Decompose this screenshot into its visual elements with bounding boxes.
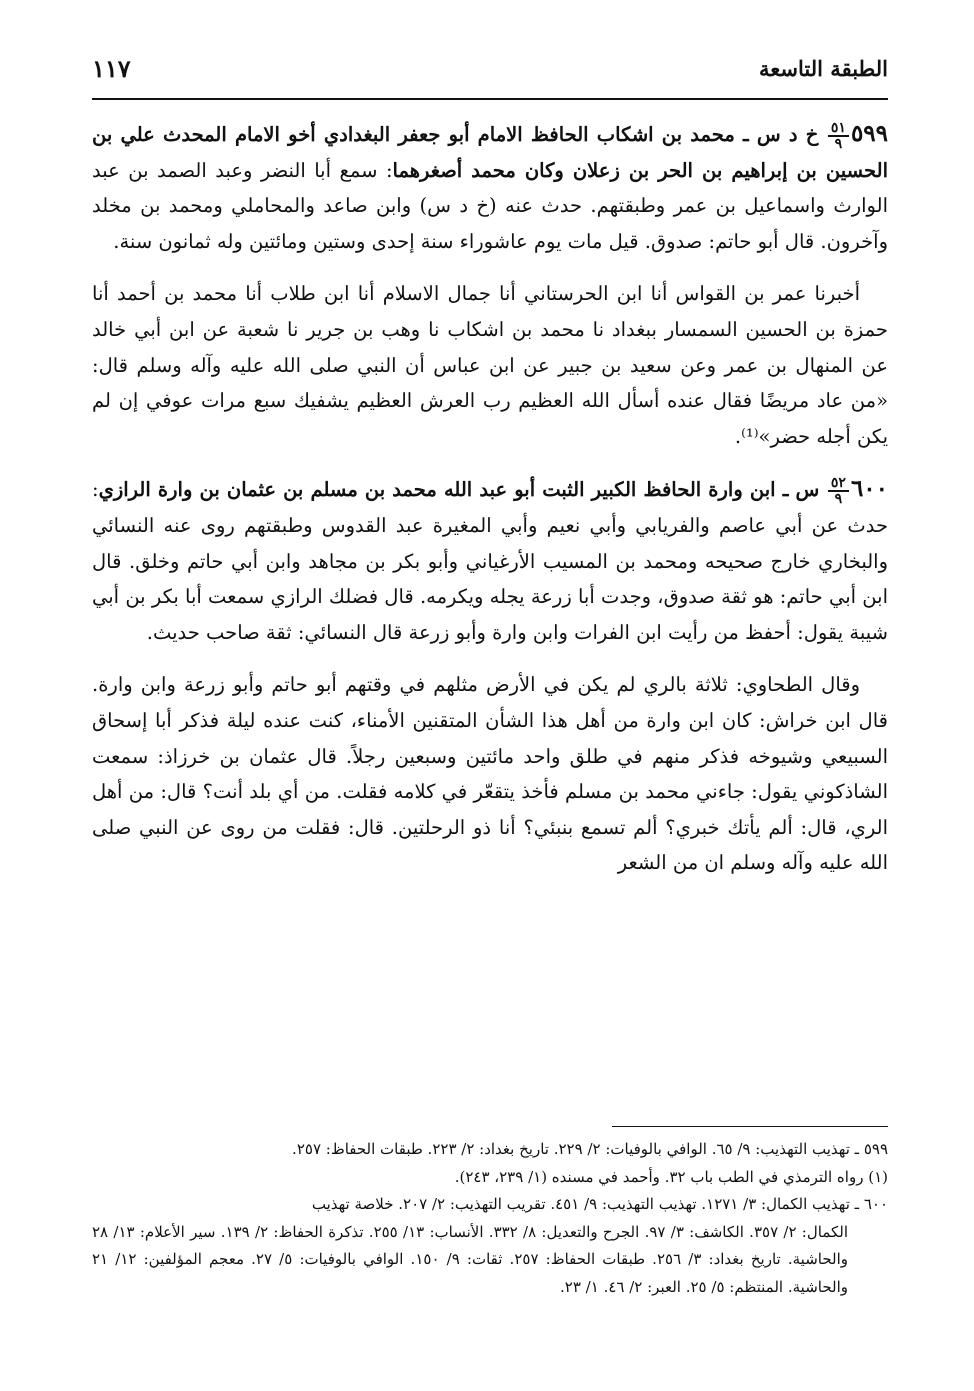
biography-entry (92, 116, 888, 259)
fraction-numerator: ٥١ (828, 121, 849, 137)
hadith-paragraph: أخبرنا عمر بن القواس أنا ابن الحرستاني أنا جمال الاسلام أنا ابن طلاب أنا محمد بن أحمد أنا حمزة بن الحسين السمسار ببغداد نا محمد بن اشكاب نا وهب بن جرير نا شعبة عن ابن أبي خالد عن المنهال بن عمر وعن سعيد بن جبير عن ابن عباس أن النبي صلى الله عليه وآله وسلم قال: «من عاد مريضًا فقال عنده أسأل الله العظيم رب العرش العظيم يشفيك سبع مرات عوفي إن لم يكن أجله حضر»⁽¹⁾. (92, 282, 888, 448)
entry-heading: س ـ ابن وارة الحافظ الكبير الثبت أبو عبد الله محمد بن مسلم بن عثمان بن وارة الرازي (98, 478, 820, 502)
header-rule (92, 98, 888, 100)
entry-number: ٥٩٩ (850, 120, 888, 147)
footnote: ٦٠٠ ـ تهذيب الكمال: ٣/ ١٢٧١. تهذيب التهذيب: ٩/ ٤٥١. تقريب التهذيب: ٢/ ٢٠٧. خلاصة تهذيب (311, 1195, 888, 1213)
footnote-separator (612, 1126, 888, 1127)
entry-fraction (828, 121, 849, 151)
footnote: (١) رواه الترمذي في الطب باب ٣٢. وأحمد في مسنده (١/ ٢٣٩، ٢٤٣). (454, 1167, 888, 1186)
page-header (92, 54, 888, 90)
running-title: الطبقة التاسعة (759, 56, 888, 81)
entry-fraction (828, 476, 849, 506)
fraction-denominator: ٩ (834, 490, 843, 507)
entry-text: : سمع أبا النضر وعبد الصمد بن عبد الوارث واسماعيل بن عمر وطبقتهم. حدث عنه (خ د س) وابن صاعد والمحاملي ومحمد بن مخلد وآخرون. قال أبو حاتم: صدوق. قيل مات يوم عاشوراء سنة إحدى وستين ومائتين وله ثمانون سنة. (92, 158, 888, 253)
entry-number: ٦٠٠ (850, 475, 889, 503)
fraction-numerator: ٥٢ (828, 476, 849, 492)
entry-heading: خ د س ـ محمد بن اشكاب الحافظ الامام أبو جعفر البغدادي أخو الامام المحدث علي بن الحسين بن إبراهيم بن الحر بن زعلان وكان محمد أصغرهما (92, 123, 888, 182)
fraction-denominator: ٩ (834, 135, 843, 152)
page-number: ١١٧ (92, 54, 131, 83)
footnotes (92, 1136, 888, 1301)
main-text (92, 116, 888, 881)
footnote-continuation: الكمال: ٢/ ٣٥٧. الكاشف: ٣/ ٩٧. الجرح والتعديل: ٨/ ٣٣٢. الأنساب: ١٣/ ٢٥٥. تذكرة الحفاظ: ٢/ ١٣٩. سير الأعلام: ١٣/ ٢٨ والحاشية. تاريخ بغداد: ٣/ ٢٥٦. طبقات الحفاظ: ٢٥٧. ثقات: ٩/ ١٥٠. الوافي بالوفيات: ٥/ ٢٧. معجم المؤلفين: ١٢/ ٢١ والحاشية. المنتظم: ٥/ ٢٥. العبر: ٢/ ٤٦. ١/ ٢٣. (92, 1222, 849, 1296)
footnote: ٥٩٩ ـ تهذيب التهذيب: ٩/ ٦٥. الوافي بالوفيات: ٢/ ٢٢٩. تاريخ بغداد: ٢/ ٢٢٣. طبقات الحفاظ: ٢٥٧. (292, 1140, 888, 1158)
entry-text: : حدث عن أبي عاصم والفريابي وأبي نعيم وأبي المغيرة عبد القدوس وطبقتهم روى عنه النسائي والبخاري خارج صحيحه ومحمد بن المسيب الأرغياني وأبو بكر بن مجاهد وابن أبي حاتم وخلق. قال ابن أبي حاتم: هو ثقة صدوق، وجدت أبا زرعة يجله ويكرمه. قال فضلك الرازي سمعت أبا بكر بن أبي شيبة يقول: أحفظ من رأيت ابن الفرات وابن وارة وأبو زرعة قال النسائي: ثقة صاحب حديث. (92, 478, 888, 644)
biography-entry (92, 471, 888, 650)
body-paragraph: وقال الطحاوي: ثلاثة بالري لم يكن في الأرض مثلهم في وقتهم أبو حاتم وأبو زرعة وابن وارة. قال ابن خراش: كان ابن وارة من أهل هذا الشأن المتقنين الأمناء، كنت عنده ليلة فذكر أبا إسحاق السبيعي وشيوخه فذكر منهم في طلق واحد مائتين وسبعين رجلاً. قال عثمان بن خرزاذ: سمعت الشاذكوني يقول: جاءني محمد بن مسلم فأخذ يتقعّر في كلامه فقلت. من أي بلد أنت؟ قال: من أهل الري، قال: ألم يأتك خبري؟ ألم تسمع بنبئي؟ أنا ذو الرحلتين. قال: فقلت من روى عن النبي صلى الله عليه وآله وسلم ان من الشعر (92, 673, 888, 875)
